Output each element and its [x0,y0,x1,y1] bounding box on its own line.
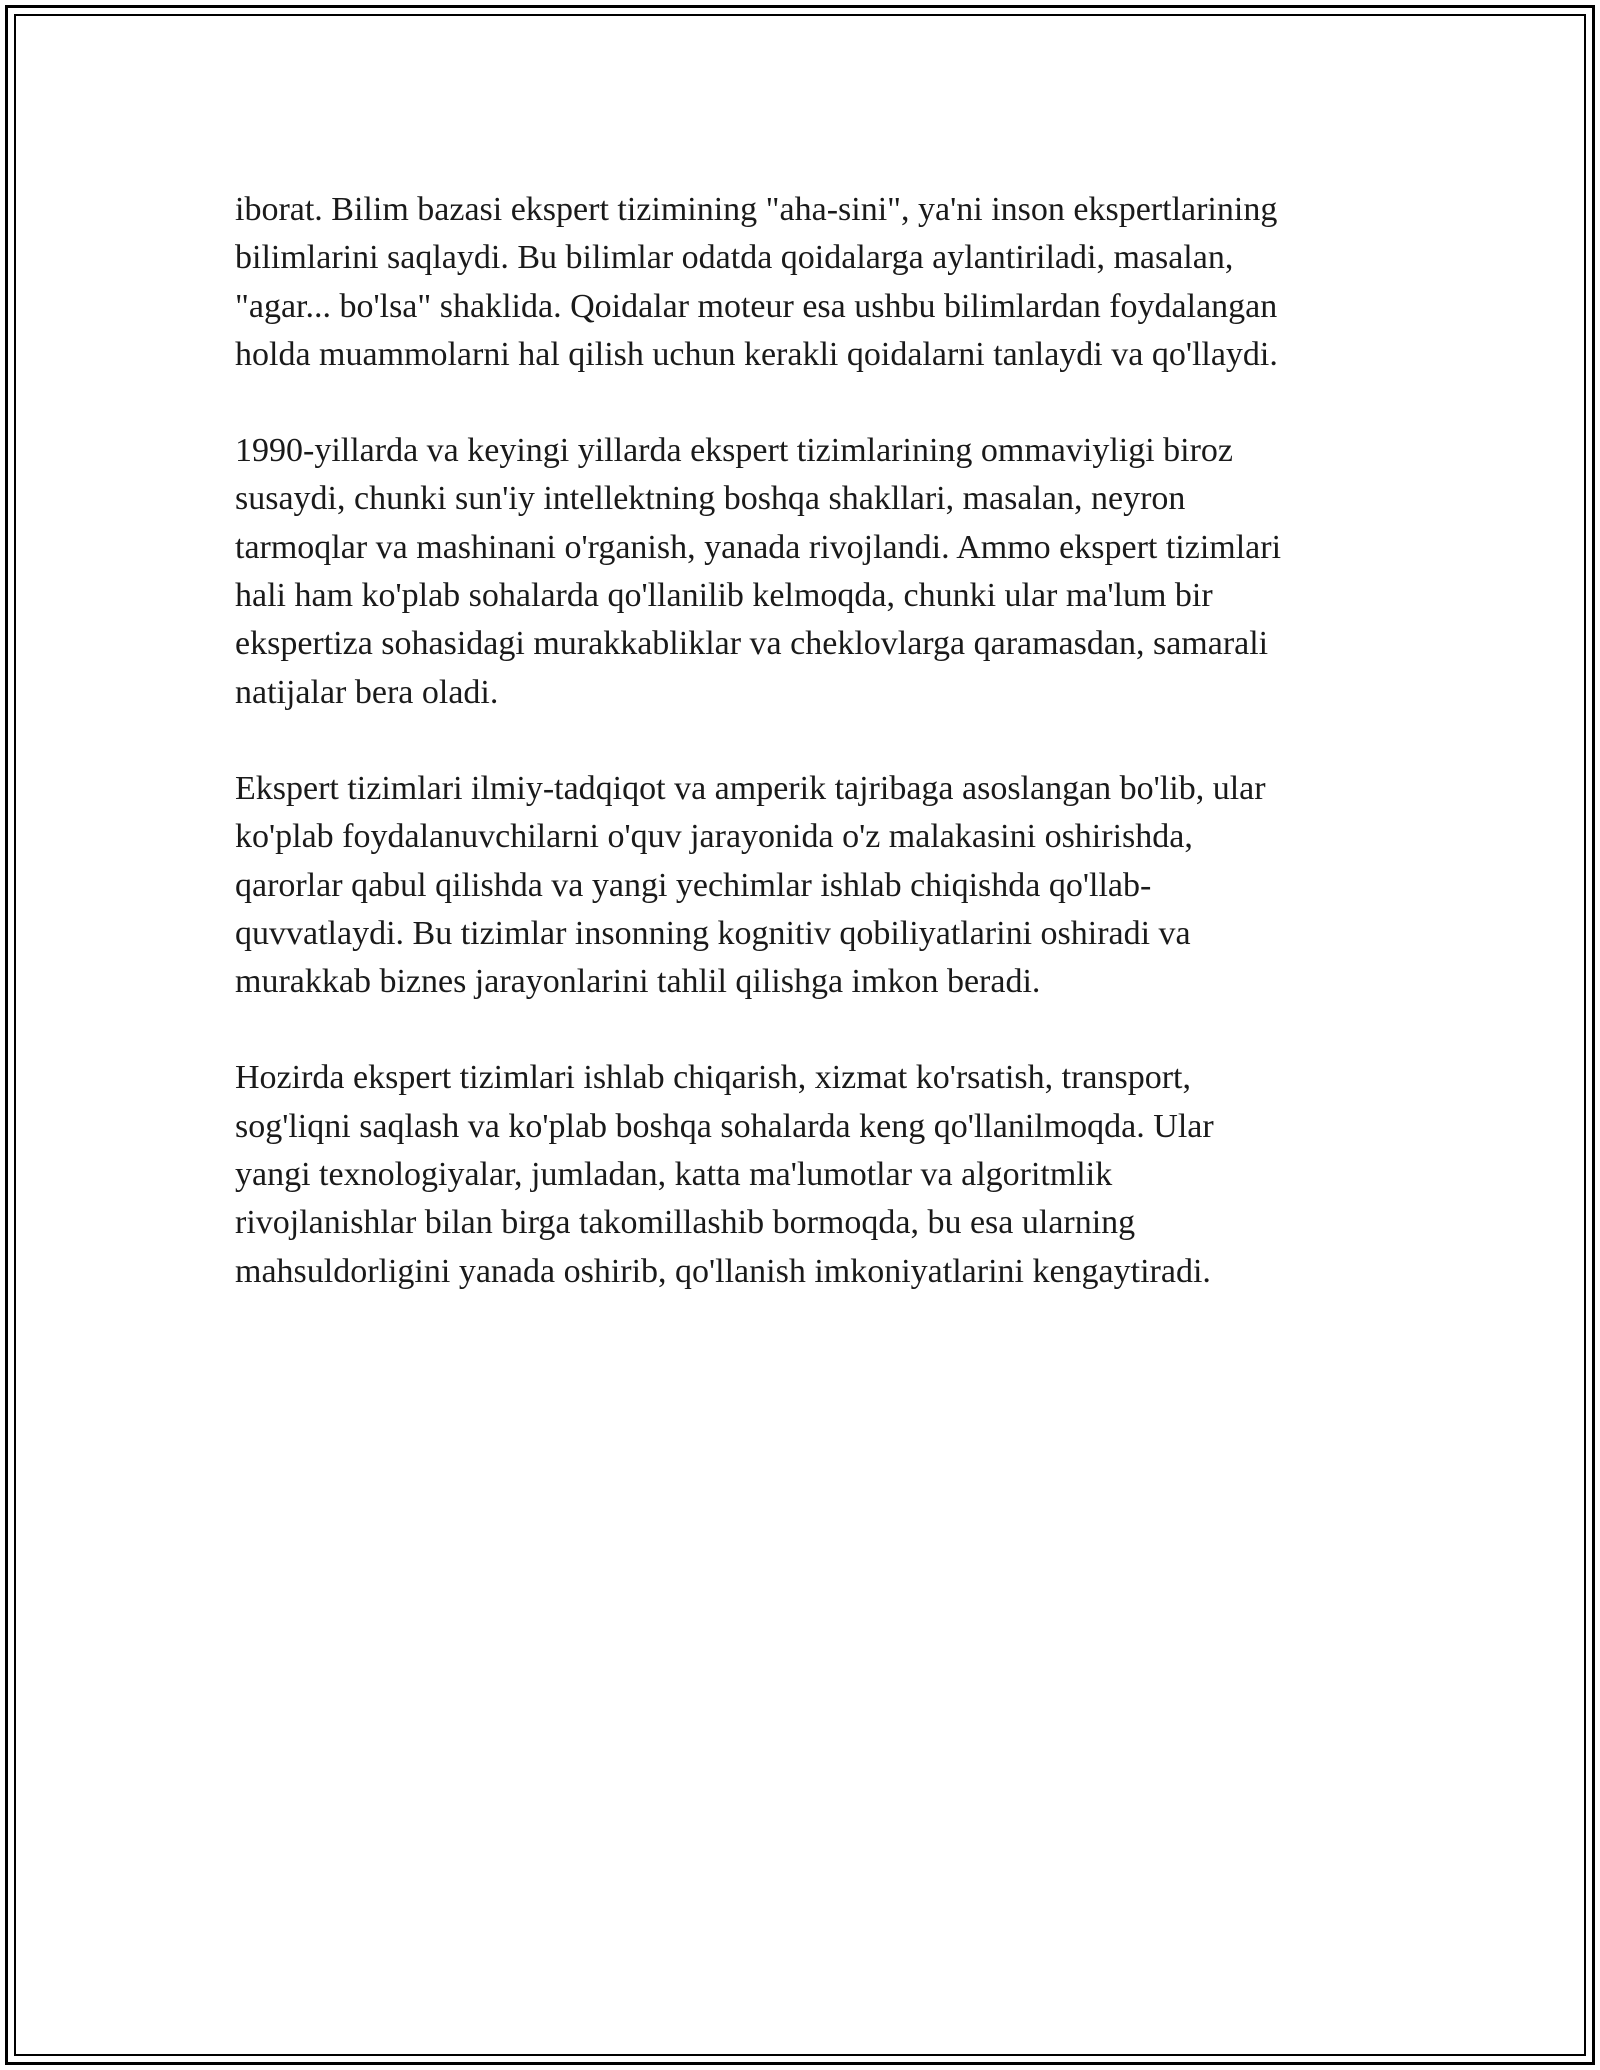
text-line: rivojlanishlar bilan birga takomillashib bormoqda, bu esa ularning [235,1204,1136,1242]
text-line: hali ham ko'plab sohalarda qo'llanilib kelmoqda, chunki ular ma'lum bir [235,577,1213,615]
paragraph-2 [235,427,1375,717]
text-line: qarorlar qabul qilishda va yangi yechimlar ishlab chiqishda qo'llab- [235,866,1152,904]
text-line: natijalar bera oladi. [235,673,499,711]
document-body [235,186,1375,1344]
paragraph-1 [235,186,1375,379]
text-line: bilimlarini saqlaydi. Bu bilimlar odatda qoidalarga aylantiriladi, masalan, [235,239,1234,277]
text-line: sog'liqni saqlash va ko'plab boshqa sohalarda keng qo'llanilmoqda. Ular [235,1107,1214,1145]
text-line: ko'plab foydalanuvchilarni o'quv jarayonida o'z malakasini oshirishda, [235,818,1193,856]
text-line: 1990-yillarda va keyingi yillarda ekspert tizimlarining ommaviyligi biroz [235,432,1234,470]
text-line: iborat. Bilim bazasi ekspert tizimining "aha-sini", ya'ni inson ekspertlarining [235,191,1278,228]
text-line: Hozirda ekspert tizimlari ishlab chiqarish, xizmat ko'rsatish, transport, [235,1059,1191,1097]
text-line: mahsuldorligini yanada oshirib, qo'llanish imkoniyatlarini kengaytiradi. [235,1252,1211,1290]
text-line: yangi texnologiyalar, jumladan, katta ma'lumotlar va algoritmlik [235,1156,1113,1194]
text-line: holda muammolarni hal qilish uchun kerakli qoidalarni tanlaydi va qo'llaydi. [235,335,1278,373]
paragraph-3 [235,765,1375,1006]
text-line: "agar... bo'lsa" shaklida. Qoidalar moteur esa ushbu bilimlardan foydalangan [235,287,1278,325]
text-line: susaydi, chunki sun'iy intellektning boshqa shakllari, masalan, neyron [235,480,1186,518]
text-line: Ekspert tizimlari ilmiy-tadqiqot va amperik tajribaga asoslangan bo'lib, ular [235,769,1266,807]
paragraph-4 [235,1054,1375,1295]
text-line: quvvatlaydi. Bu tizimlar insonning kognitiv qobiliyatlarini oshiradi va [235,914,1191,952]
text-line: murakkab biznes jarayonlarini tahlil qilishga imkon beradi. [235,963,1041,1001]
text-line: ekspertiza sohasidagi murakkabliklar va cheklovlarga qaramasdan, samarali [235,625,1269,663]
text-line: tarmoqlar va mashinani o'rganish, yanada rivojlandi. Ammo ekspert tizimlari [235,528,1282,566]
